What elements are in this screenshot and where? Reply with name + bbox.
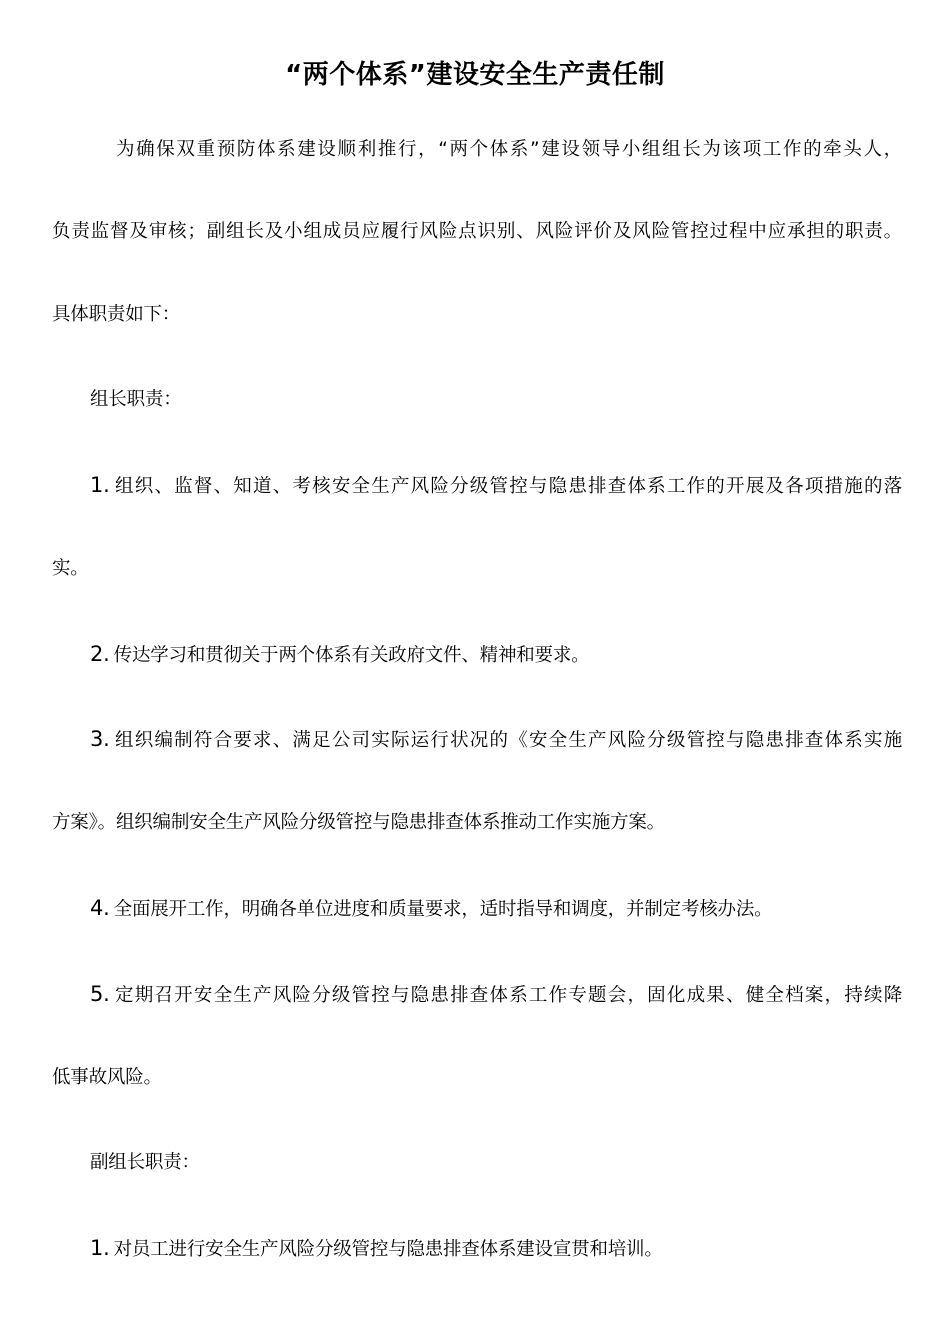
item-text: 定期召开安全生产风险分级管控与隐患排查体系工作专题会，固化成果、健全档案，持续降 bbox=[113, 985, 902, 1006]
leader-item-2 bbox=[90, 640, 902, 670]
item-text: 组织编制符合要求、满足公司实际运行状况的《安全生产风险分级管控与隐患排查体系实施 bbox=[113, 730, 902, 751]
item-number: 4. bbox=[90, 896, 110, 920]
document-title: “两个体系”建设安全生产责任制 bbox=[285, 60, 665, 90]
item-number: 1. bbox=[90, 473, 110, 497]
leader-section-heading: 组长职责： bbox=[90, 389, 182, 410]
intro-line-2: 负责监督及审核；副组长及小组成员应履行风险点识别、风险评价及风险管控过程中应承担的职责。 bbox=[52, 221, 902, 242]
item-number: 2. bbox=[90, 642, 110, 666]
leader-item-5 bbox=[90, 980, 902, 1010]
deputy-section-heading: 副组长职责： bbox=[90, 1152, 200, 1173]
item-number: 5. bbox=[90, 982, 110, 1006]
leader-item-3-continuation: 方案》。组织编制安全生产风险分级管控与隐患排查体系推动工作实施方案。 bbox=[52, 812, 665, 833]
leader-item-1-continuation: 实。 bbox=[52, 558, 89, 579]
leader-item-4 bbox=[90, 894, 902, 924]
leader-item-3 bbox=[90, 725, 902, 755]
item-text: 组织、监督、知道、考核安全生产风险分级管控与隐患排查体系工作的开展及各项措施的落 bbox=[113, 476, 902, 497]
item-text: 对员工进行安全生产风险分级管控与隐患排查体系建设宣贯和培训。 bbox=[113, 1239, 663, 1260]
item-text: 传达学习和贯彻关于两个体系有关政府文件、精神和要求。 bbox=[113, 645, 590, 666]
item-number: 3. bbox=[90, 727, 110, 751]
leader-item-1 bbox=[90, 471, 902, 501]
intro-line-3: 具体职责如下： bbox=[52, 304, 181, 325]
intro-line-1: 为确保双重预防体系建设顺利推行，“两个体系”建设领导小组组长为该项工作的牵头人， bbox=[116, 139, 902, 160]
leader-item-5-continuation: 低事故风险。 bbox=[52, 1067, 162, 1088]
deputy-item-1 bbox=[90, 1234, 902, 1264]
item-number: 1. bbox=[90, 1236, 110, 1260]
item-text: 全面展开工作，明确各单位进度和质量要求，适时指导和调度，并制定考核办法。 bbox=[113, 899, 773, 920]
